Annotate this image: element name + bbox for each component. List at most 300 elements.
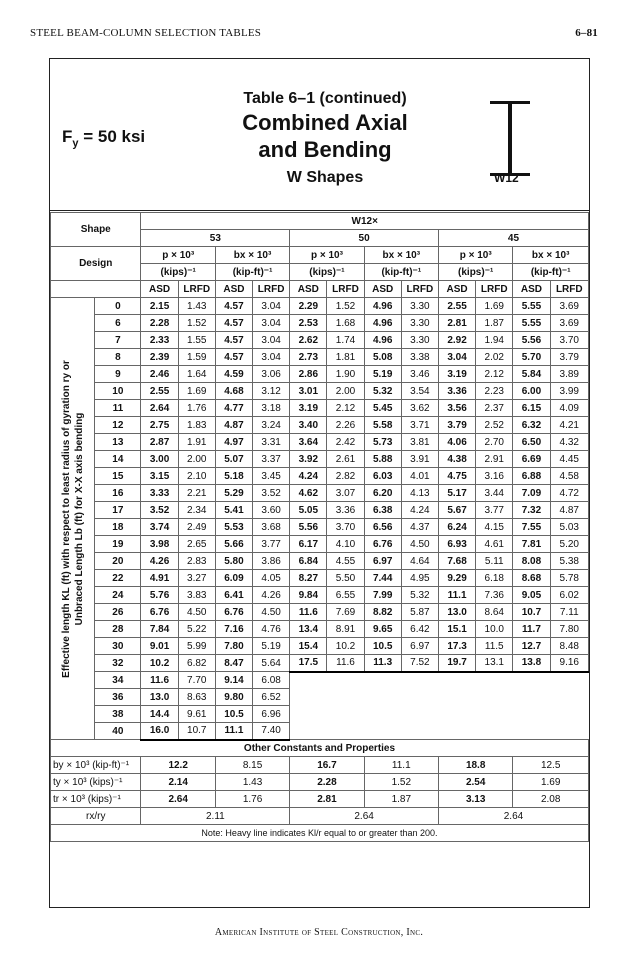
title-line-1: Combined Axial bbox=[242, 110, 408, 135]
table-cell: 5.32 bbox=[401, 587, 438, 604]
table-cell: 3.46 bbox=[401, 366, 438, 383]
table-cell: 3.36 bbox=[438, 383, 475, 400]
table-cell: 8.63 bbox=[178, 689, 215, 706]
table-row bbox=[51, 519, 589, 536]
table-cell: 6.93 bbox=[438, 536, 475, 553]
lrfd-label: LRFD bbox=[327, 281, 364, 298]
table-cell: 4.24 bbox=[401, 502, 438, 519]
table-cell: 9.05 bbox=[513, 587, 550, 604]
table-cell: 9.29 bbox=[438, 570, 475, 587]
table-cell: 3.19 bbox=[290, 400, 327, 417]
table-row bbox=[51, 451, 589, 468]
table-row bbox=[51, 570, 589, 587]
table-cell: 3.38 bbox=[401, 349, 438, 366]
table-cell: 3.69 bbox=[550, 298, 588, 315]
table-cell: 3.31 bbox=[253, 434, 290, 451]
table-cell: 11.3 bbox=[364, 655, 401, 672]
table-cell: 7.99 bbox=[364, 587, 401, 604]
fy-subscript: y bbox=[72, 137, 79, 150]
table-row bbox=[51, 485, 589, 502]
table-cell: 8.68 bbox=[513, 570, 550, 587]
table-cell: 3.37 bbox=[253, 451, 290, 468]
lrfd-label: LRFD bbox=[253, 281, 290, 298]
kl-value: 11 bbox=[95, 400, 141, 417]
table-cell: 7.80 bbox=[215, 638, 252, 655]
table-cell: 3.04 bbox=[438, 349, 475, 366]
table-cell: 5.19 bbox=[364, 366, 401, 383]
kl-value: 26 bbox=[95, 604, 141, 621]
table-cell bbox=[327, 723, 364, 740]
kl-value: 20 bbox=[95, 553, 141, 570]
table-cell: 13.1 bbox=[476, 655, 513, 672]
table-cell: 1.94 bbox=[476, 332, 513, 349]
table-row bbox=[51, 672, 589, 689]
table-cell: 3.91 bbox=[401, 451, 438, 468]
table-cell: 7.68 bbox=[438, 553, 475, 570]
lrfd-label: LRFD bbox=[550, 281, 588, 298]
table-cell bbox=[401, 689, 438, 706]
table-cell: 7.84 bbox=[141, 621, 178, 638]
kl-value: 16 bbox=[95, 485, 141, 502]
table-cell: 10.5 bbox=[364, 638, 401, 655]
kl-value: 0 bbox=[95, 298, 141, 315]
table-cell: 3.79 bbox=[550, 349, 588, 366]
table-cell: 3.16 bbox=[476, 468, 513, 485]
table-cell: 2.26 bbox=[327, 417, 364, 434]
constant-value: 1.69 bbox=[513, 774, 589, 791]
table-cell bbox=[401, 706, 438, 723]
table-cell: 3.56 bbox=[438, 400, 475, 417]
constant-label: tr × 10³ (kips)⁻¹ bbox=[51, 791, 141, 808]
table-cell: 3.06 bbox=[253, 366, 290, 383]
table-cell: 9.16 bbox=[550, 655, 588, 672]
kl-value: 19 bbox=[95, 536, 141, 553]
table-cell: 7.36 bbox=[476, 587, 513, 604]
table-cell: 5.29 bbox=[215, 485, 252, 502]
table-cell: 10.2 bbox=[141, 655, 178, 672]
table-cell: 7.55 bbox=[513, 519, 550, 536]
table-cell bbox=[290, 689, 327, 706]
kl-value: 14 bbox=[95, 451, 141, 468]
table-cell: 5.67 bbox=[438, 502, 475, 519]
table-cell: 6.52 bbox=[253, 689, 290, 706]
table-cell: 2.86 bbox=[290, 366, 327, 383]
table-cell: 6.97 bbox=[364, 553, 401, 570]
table-cell: 1.69 bbox=[476, 298, 513, 315]
table-cell: 19.7 bbox=[438, 655, 475, 672]
table-cell: 3.40 bbox=[290, 417, 327, 434]
kl-value: 40 bbox=[95, 723, 141, 740]
table-cell: 6.08 bbox=[253, 672, 290, 689]
table-cell: 4.64 bbox=[401, 553, 438, 570]
design-label: Design bbox=[51, 247, 141, 281]
rxry-value: 2.64 bbox=[290, 808, 439, 825]
table-cell bbox=[550, 723, 588, 740]
table-row bbox=[51, 706, 589, 723]
table-cell: 4.95 bbox=[401, 570, 438, 587]
table-cell: 3.30 bbox=[401, 332, 438, 349]
table-cell: 3.54 bbox=[401, 383, 438, 400]
table-cell: 2.15 bbox=[141, 298, 178, 315]
table-row bbox=[51, 655, 589, 672]
kl-value: 10 bbox=[95, 383, 141, 400]
table-cell: 4.50 bbox=[401, 536, 438, 553]
asd-label: ASD bbox=[438, 281, 475, 298]
table-cell bbox=[476, 672, 513, 689]
table-cell: 6.02 bbox=[550, 587, 588, 604]
table-cell: 1.69 bbox=[178, 383, 215, 400]
table-cell: 6.97 bbox=[401, 638, 438, 655]
table-cell: 4.91 bbox=[141, 570, 178, 587]
kl-value: 30 bbox=[95, 638, 141, 655]
table-cell bbox=[438, 723, 475, 740]
table-cell: 1.87 bbox=[476, 315, 513, 332]
table-cell: 7.81 bbox=[513, 536, 550, 553]
table-cell bbox=[290, 672, 327, 689]
constant-value: 2.08 bbox=[513, 791, 589, 808]
running-head bbox=[30, 27, 598, 41]
table-cell: 1.55 bbox=[178, 332, 215, 349]
table-cell: 6.88 bbox=[513, 468, 550, 485]
table-cell: 2.33 bbox=[141, 332, 178, 349]
table-cell bbox=[327, 672, 364, 689]
constant-value: 18.8 bbox=[438, 757, 512, 774]
table-cell: 10.7 bbox=[513, 604, 550, 621]
table-cell: 5.56 bbox=[513, 332, 550, 349]
table-cell: 3.01 bbox=[290, 383, 327, 400]
unit-b: (kip-ft)⁻¹ bbox=[364, 264, 438, 281]
table-cell: 2.37 bbox=[476, 400, 513, 417]
kl-value: 36 bbox=[95, 689, 141, 706]
running-head-title: STEEL BEAM-COLUMN SELECTION TABLES bbox=[30, 27, 262, 39]
page-number: 6–81 bbox=[575, 27, 598, 39]
table-cell: 1.74 bbox=[327, 332, 364, 349]
table-cell: 7.44 bbox=[364, 570, 401, 587]
table-cell bbox=[401, 723, 438, 740]
table-cell: 1.52 bbox=[327, 298, 364, 315]
table-cell: 3.92 bbox=[290, 451, 327, 468]
size-53: 53 bbox=[141, 230, 290, 247]
table-cell: 7.16 bbox=[215, 621, 252, 638]
subtitle: W Shapes bbox=[286, 169, 364, 186]
table-cell bbox=[513, 672, 550, 689]
table-row bbox=[51, 417, 589, 434]
table-cell: 5.99 bbox=[178, 638, 215, 655]
table-cell: 1.59 bbox=[178, 349, 215, 366]
table-cell: 6.03 bbox=[364, 468, 401, 485]
table-cell: 2.21 bbox=[178, 485, 215, 502]
table-cell: 10.0 bbox=[476, 621, 513, 638]
table-cell: 7.11 bbox=[550, 604, 588, 621]
rxry-label: rx/ry bbox=[51, 808, 141, 825]
kl-value: 22 bbox=[95, 570, 141, 587]
constant-value: 16.7 bbox=[290, 757, 364, 774]
table-cell: 3.18 bbox=[253, 400, 290, 417]
table-cell: 2.00 bbox=[327, 383, 364, 400]
unit-b: (kip-ft)⁻¹ bbox=[513, 264, 589, 281]
table-cell: 6.55 bbox=[327, 587, 364, 604]
table-frame bbox=[49, 58, 590, 908]
table-cell: 13.4 bbox=[290, 621, 327, 638]
table-cell: 9.61 bbox=[178, 706, 215, 723]
table-cell: 5.07 bbox=[215, 451, 252, 468]
kl-value: 8 bbox=[95, 349, 141, 366]
constant-value: 2.54 bbox=[438, 774, 512, 791]
table-row bbox=[51, 723, 589, 740]
table-cell: 6.09 bbox=[215, 570, 252, 587]
table-cell: 2.12 bbox=[327, 400, 364, 417]
table-cell: 4.77 bbox=[215, 400, 252, 417]
table-cell: 8.64 bbox=[476, 604, 513, 621]
unit-p: (kips)⁻¹ bbox=[438, 264, 512, 281]
fy-symbol: F bbox=[62, 127, 73, 146]
table-cell bbox=[476, 723, 513, 740]
kl-value: 7 bbox=[95, 332, 141, 349]
table-cell: 2.61 bbox=[327, 451, 364, 468]
table-cell: 4.55 bbox=[327, 553, 364, 570]
table-cell bbox=[290, 706, 327, 723]
table-cell: 3.70 bbox=[327, 519, 364, 536]
table-cell: 8.82 bbox=[364, 604, 401, 621]
kl-value: 32 bbox=[95, 655, 141, 672]
table-cell bbox=[327, 706, 364, 723]
table-cell bbox=[550, 689, 588, 706]
table-cell: 5.73 bbox=[364, 434, 401, 451]
table-row bbox=[51, 587, 589, 604]
table-cell: 9.84 bbox=[290, 587, 327, 604]
size-45: 45 bbox=[438, 230, 588, 247]
table-cell: 4.72 bbox=[550, 485, 588, 502]
table-cell: 5.05 bbox=[290, 502, 327, 519]
table-cell: 3.33 bbox=[141, 485, 178, 502]
table-cell: 4.61 bbox=[476, 536, 513, 553]
table-cell: 3.12 bbox=[253, 383, 290, 400]
table-cell: 4.75 bbox=[438, 468, 475, 485]
table-cell: 3.04 bbox=[253, 315, 290, 332]
table-cell: 1.83 bbox=[178, 417, 215, 434]
table-cell: 6.38 bbox=[364, 502, 401, 519]
table-cell: 4.21 bbox=[550, 417, 588, 434]
table-cell: 3.62 bbox=[401, 400, 438, 417]
table-cell: 4.62 bbox=[290, 485, 327, 502]
table-cell: 3.64 bbox=[290, 434, 327, 451]
table-cell: 3.98 bbox=[141, 536, 178, 553]
constant-value: 1.52 bbox=[364, 774, 438, 791]
constant-value: 8.15 bbox=[215, 757, 289, 774]
table-cell: 8.48 bbox=[550, 638, 588, 655]
table-cell: 5.88 bbox=[364, 451, 401, 468]
table-cell: 4.97 bbox=[215, 434, 252, 451]
table-cell: 4.59 bbox=[215, 366, 252, 383]
table-row bbox=[51, 502, 589, 519]
table-cell bbox=[364, 706, 401, 723]
table-cell: 2.12 bbox=[476, 366, 513, 383]
table-cell: 3.15 bbox=[141, 468, 178, 485]
constant-value: 11.1 bbox=[364, 757, 438, 774]
table-cell: 1.52 bbox=[178, 315, 215, 332]
table-cell: 3.04 bbox=[253, 298, 290, 315]
table-row bbox=[51, 621, 589, 638]
table-cell: 3.69 bbox=[550, 315, 588, 332]
col-bx: bx × 10³ bbox=[215, 247, 289, 264]
table-cell: 6.32 bbox=[513, 417, 550, 434]
table-cell: 11.5 bbox=[476, 638, 513, 655]
kl-value: 13 bbox=[95, 434, 141, 451]
table-cell: 3.83 bbox=[178, 587, 215, 604]
table-cell: 8.47 bbox=[215, 655, 252, 672]
table-cell: 3.99 bbox=[550, 383, 588, 400]
unit-p: (kips)⁻¹ bbox=[290, 264, 364, 281]
table-cell: 5.38 bbox=[550, 553, 588, 570]
table-cell: 3.00 bbox=[141, 451, 178, 468]
table-cell: 9.14 bbox=[215, 672, 252, 689]
table-cell: 5.66 bbox=[215, 536, 252, 553]
constant-value: 12.2 bbox=[141, 757, 215, 774]
table-cell: 2.83 bbox=[178, 553, 215, 570]
table-cell: 6.84 bbox=[290, 553, 327, 570]
table-cell: 5.70 bbox=[513, 349, 550, 366]
table-cell: 3.19 bbox=[438, 366, 475, 383]
table-cell: 3.74 bbox=[141, 519, 178, 536]
table-cell: 5.22 bbox=[178, 621, 215, 638]
table-cell: 7.09 bbox=[513, 485, 550, 502]
table-cell bbox=[327, 689, 364, 706]
table-cell: 7.69 bbox=[327, 604, 364, 621]
col-bx: bx × 10³ bbox=[513, 247, 589, 264]
fy-value: = 50 ksi bbox=[78, 127, 146, 146]
table-cell: 5.55 bbox=[513, 315, 550, 332]
table-row bbox=[51, 553, 589, 570]
table-cell: 5.11 bbox=[476, 553, 513, 570]
kl-value: 6 bbox=[95, 315, 141, 332]
table-cell: 2.34 bbox=[178, 502, 215, 519]
table-cell: 3.81 bbox=[401, 434, 438, 451]
table-cell: 4.87 bbox=[215, 417, 252, 434]
kl-value: 34 bbox=[95, 672, 141, 689]
table-cell: 2.92 bbox=[438, 332, 475, 349]
table-cell: 13.8 bbox=[513, 655, 550, 672]
constant-row bbox=[51, 757, 589, 774]
table-cell: 1.68 bbox=[327, 315, 364, 332]
table-row bbox=[51, 434, 589, 451]
table-cell: 5.76 bbox=[141, 587, 178, 604]
table-cell: 2.70 bbox=[476, 434, 513, 451]
table-cell: 6.00 bbox=[513, 383, 550, 400]
kl-value: 28 bbox=[95, 621, 141, 638]
size-50: 50 bbox=[290, 230, 439, 247]
table-cell: 4.24 bbox=[290, 468, 327, 485]
table-row bbox=[51, 315, 589, 332]
lrfd-label: LRFD bbox=[178, 281, 215, 298]
table-cell: 6.76 bbox=[141, 604, 178, 621]
kl-value: 12 bbox=[95, 417, 141, 434]
table-cell: 1.81 bbox=[327, 349, 364, 366]
table-cell: 3.70 bbox=[550, 332, 588, 349]
table-row bbox=[51, 468, 589, 485]
constant-row bbox=[51, 791, 589, 808]
table-cell: 4.32 bbox=[550, 434, 588, 451]
table-cell: 6.17 bbox=[290, 536, 327, 553]
table-cell: 4.05 bbox=[253, 570, 290, 587]
unit-b: (kip-ft)⁻¹ bbox=[215, 264, 289, 281]
table-cell: 6.76 bbox=[215, 604, 252, 621]
table-cell: 6.41 bbox=[215, 587, 252, 604]
table-cell: 7.40 bbox=[253, 723, 290, 740]
table-cell: 3.52 bbox=[141, 502, 178, 519]
table-cell: 5.53 bbox=[215, 519, 252, 536]
table-row bbox=[51, 298, 589, 315]
table-cell: 4.96 bbox=[364, 298, 401, 315]
table-cell: 4.01 bbox=[401, 468, 438, 485]
table-cell: 4.26 bbox=[253, 587, 290, 604]
table-cell: 2.52 bbox=[476, 417, 513, 434]
title-block bbox=[195, 89, 455, 189]
title-line-2: and Bending bbox=[258, 137, 392, 162]
constant-label: by × 10³ (kip-ft)⁻¹ bbox=[51, 757, 141, 774]
table-cell: 14.4 bbox=[141, 706, 178, 723]
kl-value: 9 bbox=[95, 366, 141, 383]
table-cell: 6.15 bbox=[513, 400, 550, 417]
table-cell bbox=[401, 672, 438, 689]
constant-value: 1.43 bbox=[215, 774, 289, 791]
table-cell: 3.24 bbox=[253, 417, 290, 434]
rxry-value: 2.11 bbox=[141, 808, 290, 825]
table-cell: 5.18 bbox=[215, 468, 252, 485]
table-cell: 4.15 bbox=[476, 519, 513, 536]
table-cell: 16.0 bbox=[141, 723, 178, 740]
kl-value: 24 bbox=[95, 587, 141, 604]
table-cell: 6.96 bbox=[253, 706, 290, 723]
table-cell: 13.0 bbox=[141, 689, 178, 706]
table-cell bbox=[290, 723, 327, 740]
table-cell: 2.46 bbox=[141, 366, 178, 383]
table-cell: 10.2 bbox=[327, 638, 364, 655]
table-cell: 5.56 bbox=[290, 519, 327, 536]
table-cell: 5.20 bbox=[550, 536, 588, 553]
table-cell bbox=[476, 689, 513, 706]
table-cell: 6.56 bbox=[364, 519, 401, 536]
table-cell: 3.30 bbox=[401, 315, 438, 332]
table-cell: 2.82 bbox=[327, 468, 364, 485]
table-cell: 5.78 bbox=[550, 570, 588, 587]
constant-value: 12.5 bbox=[513, 757, 589, 774]
table-row bbox=[51, 604, 589, 621]
shape-label: Shape bbox=[51, 213, 141, 247]
table-cell: 5.80 bbox=[215, 553, 252, 570]
table-cell: 4.26 bbox=[141, 553, 178, 570]
table-cell: 2.64 bbox=[141, 400, 178, 417]
asd-label: ASD bbox=[141, 281, 178, 298]
table-cell: 2.23 bbox=[476, 383, 513, 400]
lrfd-label: LRFD bbox=[401, 281, 438, 298]
table-row bbox=[51, 366, 589, 383]
table-row bbox=[51, 332, 589, 349]
table-cell: 5.58 bbox=[364, 417, 401, 434]
table-cell bbox=[550, 672, 588, 689]
table-cell: 5.64 bbox=[253, 655, 290, 672]
constant-value: 2.14 bbox=[141, 774, 215, 791]
table-cell: 3.89 bbox=[550, 366, 588, 383]
table-cell: 2.87 bbox=[141, 434, 178, 451]
table-cell: 4.96 bbox=[364, 315, 401, 332]
table-cell: 11.6 bbox=[290, 604, 327, 621]
kl-value: 15 bbox=[95, 468, 141, 485]
table-cell: 6.69 bbox=[513, 451, 550, 468]
lrfd-label: LRFD bbox=[476, 281, 513, 298]
table-cell: 5.19 bbox=[253, 638, 290, 655]
table-cell bbox=[550, 706, 588, 723]
constant-value: 2.28 bbox=[290, 774, 364, 791]
